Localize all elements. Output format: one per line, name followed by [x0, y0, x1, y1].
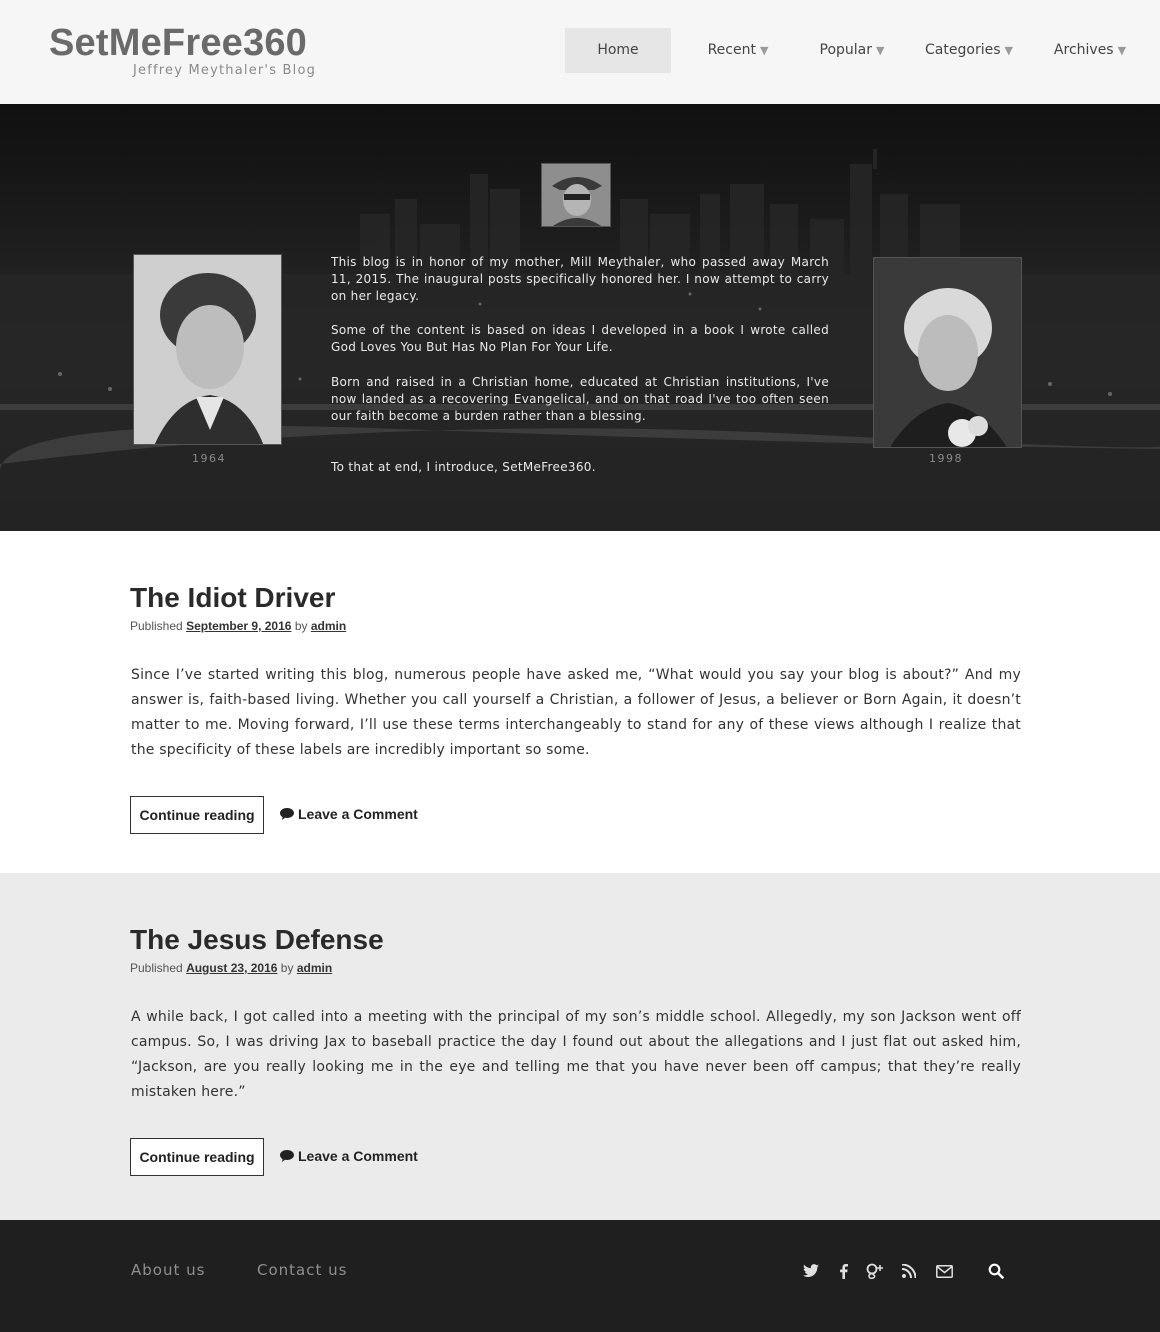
post-card: [0, 531, 1160, 873]
facebook-icon[interactable]: [832, 1260, 854, 1282]
site-title[interactable]: SetMeFree360: [49, 22, 307, 64]
hero-paragraph-2: Some of the content is based on ideas I developed in a book I wrote called God Loves You But Has No Plan For Your Life.: [331, 323, 829, 354]
google-plus-icon[interactable]: [864, 1260, 886, 1282]
nav-popular[interactable]: [803, 28, 901, 73]
post-card: [0, 873, 1160, 1220]
portrait-1964-photo: [133, 254, 282, 445]
nav-categories[interactable]: [913, 28, 1025, 73]
leave-comment-link[interactable]: [280, 806, 418, 822]
site-header: [0, 0, 1160, 104]
by-label: by: [280, 961, 294, 975]
nav-archives-label: Archives: [1053, 42, 1114, 58]
comment-icon: [280, 808, 294, 820]
site-tagline: Jeffrey Meythaler's Blog: [133, 63, 317, 78]
chevron-down-icon: ▼: [759, 44, 769, 57]
published-label: Published: [130, 961, 183, 975]
portrait-right-year: 1998: [929, 452, 963, 465]
continue-reading-button[interactable]: Continue reading: [130, 796, 264, 834]
leave-comment-label: Leave a Comment: [298, 806, 418, 822]
hero-paragraph-1: This blog is in honor of my mother, Mill Meythaler, who passed away March 11, 2015. The inaugural posts specifically honored her. I now attempt to carry on her legacy.: [331, 255, 829, 303]
mail-icon[interactable]: [933, 1260, 955, 1282]
post-meta: [130, 961, 332, 975]
nav-recent-label: Recent: [707, 42, 756, 58]
twitter-icon[interactable]: [800, 1260, 822, 1282]
portrait-1998-photo: [873, 257, 1022, 448]
nav-recent[interactable]: [690, 28, 786, 73]
site-footer: [0, 1220, 1160, 1332]
continue-reading-button[interactable]: Continue reading: [130, 1138, 264, 1176]
leave-comment-link[interactable]: [280, 1148, 418, 1164]
rss-icon[interactable]: [898, 1260, 920, 1282]
post-author-link[interactable]: admin: [310, 619, 347, 633]
footer-contact-link[interactable]: Contact us: [257, 1261, 348, 1279]
author-avatar-photo: [541, 163, 611, 227]
nav-popular-label: Popular: [819, 42, 873, 58]
post-title[interactable]: The Idiot Driver: [130, 582, 336, 613]
hero-paragraph-3: Born and raised in a Christian home, educated at Christian institutions, I've now landed as a recovering Evangelical, and on that road I've too often seen our faith become a burden rather than a blessing.: [331, 375, 829, 423]
nav-home-label: Home: [597, 42, 639, 58]
hero-banner: [0, 104, 1160, 531]
post-date-link[interactable]: August 23, 2016: [186, 961, 278, 975]
comment-icon: [280, 1150, 294, 1162]
post-author-link[interactable]: admin: [296, 961, 333, 975]
chevron-down-icon: ▼: [876, 44, 885, 57]
chevron-down-icon: ▼: [1117, 44, 1127, 57]
search-icon[interactable]: [985, 1260, 1007, 1282]
post-date-link[interactable]: September 9, 2016: [186, 619, 292, 633]
leave-comment-label: Leave a Comment: [298, 1148, 418, 1164]
footer-about-link[interactable]: About us: [131, 1261, 206, 1279]
nav-archives[interactable]: [1040, 28, 1140, 73]
chevron-down-icon: ▼: [1004, 44, 1013, 57]
post-title[interactable]: The Jesus Defense: [130, 924, 384, 955]
post-meta: [130, 619, 346, 633]
nav-home[interactable]: [565, 28, 671, 73]
published-label: Published: [130, 619, 183, 633]
portrait-left-year: 1964: [192, 452, 226, 465]
post-excerpt: Since I’ve started writing this blog, numerous people have asked me, “What would you say your blog is about?” And my answer is, faith-based living. Whether you call yourself a Christian, a follower of Jesus, a believer or Born Again, it doesn’t matter to me. Moving forward, I’ll use these terms interchangeably to stand for any of these views although I realize that the specificity of these labels are incredibly important so some.: [131, 667, 1021, 758]
nav-categories-label: Categories: [925, 42, 1001, 58]
post-excerpt: A while back, I got called into a meeting with the principal of my son’s middle school. Allegedly, my son Jackson went off campus. So, I was driving Jax to baseball practice the day I found out about the allegations and I just flat out asked him, “Jackson, are you really looking me in the eye and telling me that you have never been off campus; that they’re really mistaken here.”: [131, 1009, 1021, 1100]
by-label: by: [294, 619, 308, 633]
hero-paragraph-4: To that at end, I introduce, SetMeFree360.: [331, 460, 596, 474]
